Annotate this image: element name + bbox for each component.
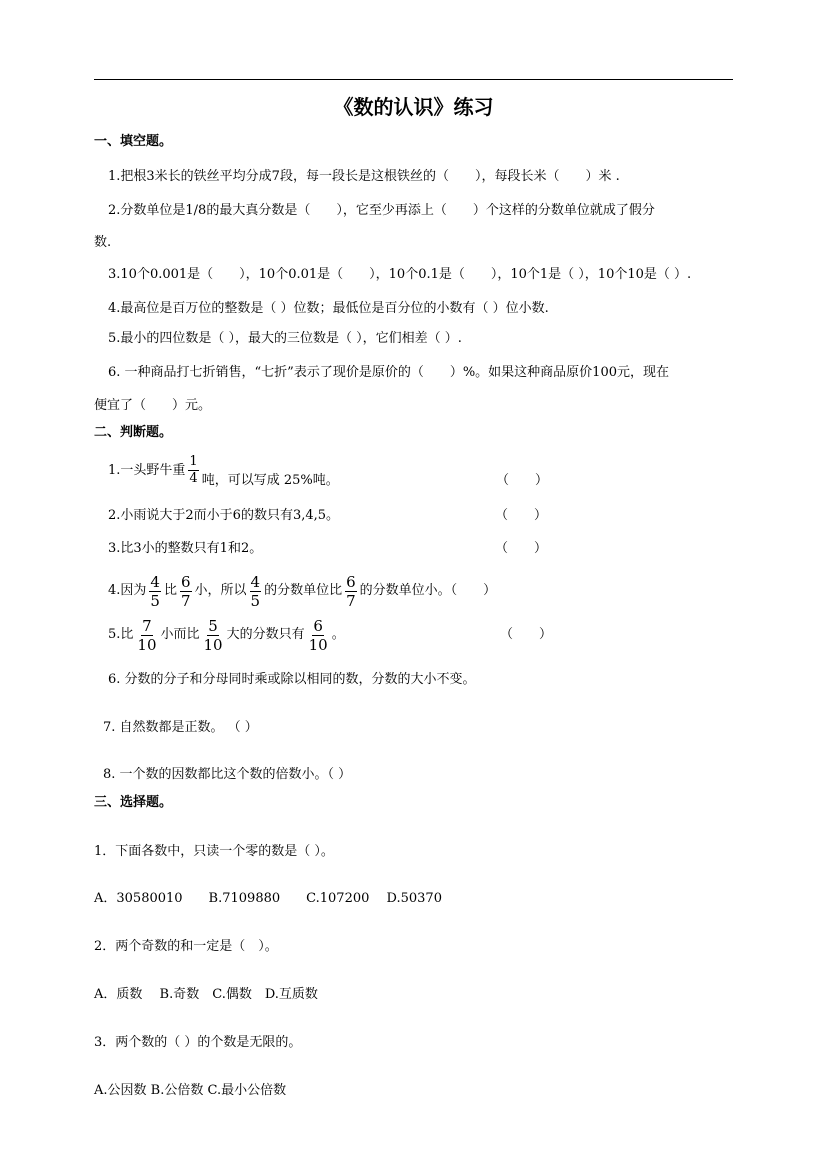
judge-question-3: 3.比3小的整数只有1和2。 — [108, 541, 263, 556]
judge-question-8: 8. 一个数的因数都比这个数的倍数小。（ ） — [103, 767, 352, 782]
fill-question-2: 2.分数单位是1/8的最大真分数是（ ），它至少再添上（ ）个这样的分数单位就成了假分 — [108, 203, 655, 218]
section-heading-fill-blank: 一、填空题。 — [94, 134, 173, 149]
page-title: 《数的认识》练习 — [333, 95, 494, 119]
fraction-4-5: $\frac{4}{5}$ — [150, 572, 160, 610]
fill-question-6-cont: 便宜了（ ）元。 — [94, 398, 212, 413]
fill-question-1: 1.把根3米长的铁丝平均分成7段，每一段长是这根铁丝的（ ），每段长米（ ）米 . — [108, 169, 620, 184]
judge-q4-pre: 4.因为 — [108, 583, 147, 598]
judge-question-7: 7. 自然数都是正数。 （ ） — [103, 720, 258, 735]
fill-question-4: 4.最高位是百万位的整数是（ ）位数；最低位是百分位的小数有（ ）位小数. — [108, 301, 549, 316]
fraction-1-4: $\frac{1}{4}$ — [189, 454, 198, 486]
judge-q5-mid2: 大的分数只有 — [226, 627, 305, 642]
choice-question-2: 2．两个奇数的和一定是（ ）。 — [94, 939, 278, 954]
judge-q4-post: 的分数单位小。（ ） — [359, 583, 497, 598]
judge-q1-post: 吨，可以写成 25%吨。 — [201, 473, 339, 488]
judge-q4-mid2: 小，所以 — [194, 583, 247, 598]
judge-q5-post: 。 — [331, 627, 345, 642]
judge-q5-pre: 5.比 — [108, 627, 134, 642]
judge-question-5 — [108, 613, 345, 657]
judge-q2-answer-paren: （ ） — [495, 508, 548, 523]
fraction-4-5-second: $\frac{4}{5}$ — [250, 572, 261, 610]
judge-question-4 — [108, 569, 496, 613]
fraction-6-7-second: $\frac{6}{7}$ — [346, 572, 356, 610]
judge-question-6: 6. 分数的分子和分母同时乘或除以相同的数，分数的大小不变。 — [108, 672, 476, 687]
fraction-6-10: $\frac{6}{10}$ — [308, 616, 328, 654]
fraction-6-7: $\frac{6}{7}$ — [180, 572, 191, 610]
judge-question-1 — [108, 455, 339, 497]
choice-question-1-options: A．30580010 B.7109880 C.107200 D.50370 — [94, 891, 442, 906]
judge-q4-mid1: 比 — [163, 583, 177, 598]
fill-question-5: 5.最小的四位数是（ ），最大的三位数是（ ），它们相差（ ）. — [108, 331, 462, 346]
fill-question-2-cont: 数. — [94, 235, 112, 250]
judge-q1-answer-paren: （ ） — [496, 473, 549, 488]
judge-q5-answer-paren: （ ） — [500, 627, 553, 642]
choice-question-3: 3．两个数的（ ）的个数是无限的。 — [94, 1035, 302, 1050]
section-heading-choice: 三、选择题。 — [94, 795, 173, 810]
section-heading-judgment: 二、判断题。 — [94, 425, 173, 440]
fraction-5-10: $\frac{5}{10}$ — [203, 616, 223, 654]
header-rule — [94, 79, 733, 80]
fraction-7-10: $\frac{7}{10}$ — [137, 616, 157, 654]
choice-question-1: 1．下面各数中，只读一个零的数是（ ）。 — [94, 844, 334, 859]
fill-question-6: 6. 一种商品打七折销售，“七折”表示了现价是原价的（ ）%。如果这种商品原价100元，现在 — [108, 365, 669, 380]
fill-question-3: 3.10个0.001是（ ），10个0.01是（ ），10个0.1是（ ），10个1是（ ），10个10是（ ）. — [108, 267, 692, 282]
choice-question-3-options: A.公因数 B.公倍数 C.最小公倍数 — [94, 1083, 287, 1098]
choice-question-2-options: A．质数 B.奇数 C.偶数 D.互质数 — [94, 987, 318, 1002]
judge-q1-pre: 1.一头野牛重 — [108, 463, 186, 478]
judge-q4-mid3: 的分数单位比 — [264, 583, 343, 598]
judge-q5-mid1: 小而比 — [160, 627, 200, 642]
judge-q3-answer-paren: （ ） — [495, 541, 548, 556]
judge-question-2: 2.小雨说大于2而小于6的数只有3,4,5。 — [108, 508, 340, 523]
